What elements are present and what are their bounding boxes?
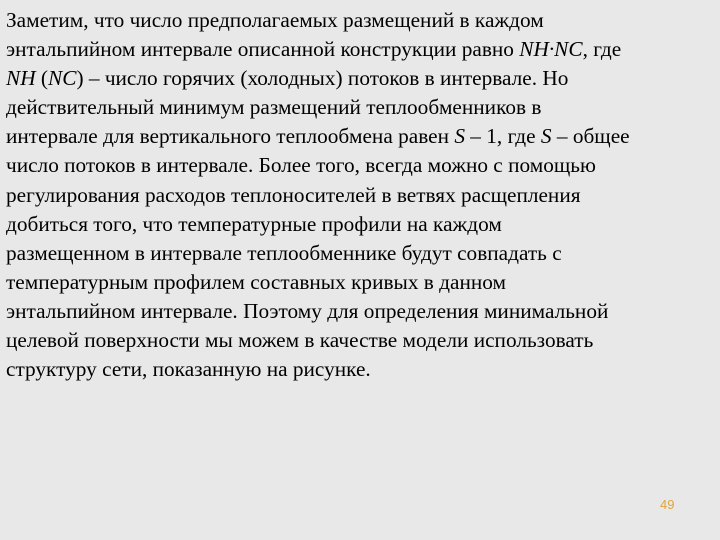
italic-term: S <box>454 124 465 149</box>
text-segment: – общее <box>551 124 630 149</box>
text-segment: структуру сети, показанную на рисунке. <box>6 357 371 382</box>
text-line <box>6 122 716 151</box>
text-segment: регулирования расходов теплоносителей в ветвях расщепления <box>6 182 581 207</box>
text-segment: энтальпийном интервале описанной конструкции равно <box>6 37 520 62</box>
text-line <box>6 6 716 35</box>
italic-term: S <box>540 124 552 149</box>
text-segment: , где <box>582 37 622 62</box>
body-text <box>6 6 716 384</box>
text-line <box>6 181 716 210</box>
text-segment: Заметим, что число предполагаемых размещений в каждом <box>6 8 544 32</box>
text-line <box>6 239 716 268</box>
text-line <box>6 151 716 180</box>
text-segment: целевой поверхности мы можем в качестве модели использовать <box>6 328 594 353</box>
italic-term: NH·NC <box>519 37 583 62</box>
text-segment: число потоков в интервале. Более того, всегда можно с помощью <box>6 153 596 178</box>
text-segment: температурным профилем составных кривых в данном <box>6 269 506 294</box>
italic-term: NC <box>48 66 77 91</box>
text-line <box>6 355 716 384</box>
text-line <box>6 297 716 326</box>
text-line <box>6 35 716 64</box>
italic-term: NH <box>6 66 36 91</box>
text-segment: энтальпийном интервале. Поэтому для определения минимальной <box>6 298 609 323</box>
text-segment: интервале для вертикального теплообмена равен <box>6 124 455 149</box>
text-line <box>6 64 716 93</box>
text-line <box>6 210 716 239</box>
text-line <box>6 326 716 355</box>
text-segment: добиться того, что температурные профили на каждом <box>6 211 502 236</box>
text-segment: размещенном в интервале теплообменнике будут совпадать с <box>6 240 562 265</box>
text-segment: – 1, где <box>464 124 541 149</box>
text-segment: ) – число горячих (холодных) потоков в интервале. Но <box>76 66 569 91</box>
text-line <box>6 268 716 297</box>
page-number: 49 <box>660 497 675 512</box>
text-segment: действительный минимум размещений теплообменников в <box>6 95 542 120</box>
text-segment: ( <box>35 66 49 91</box>
text-line <box>6 93 716 122</box>
